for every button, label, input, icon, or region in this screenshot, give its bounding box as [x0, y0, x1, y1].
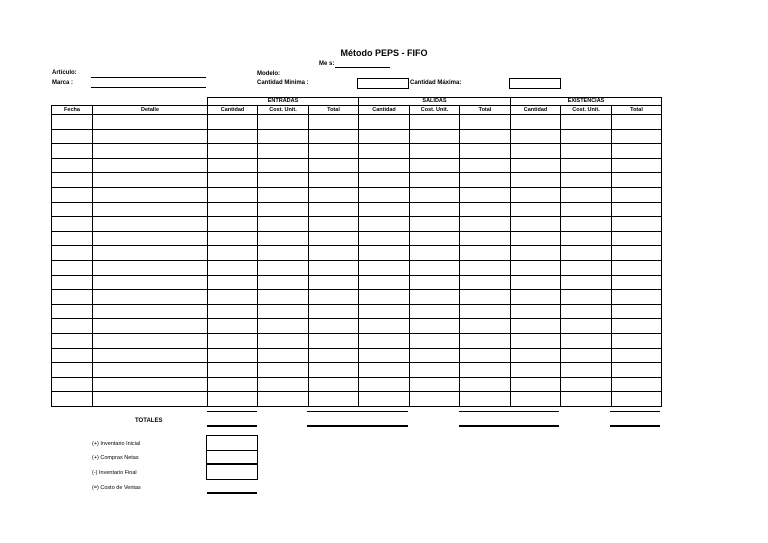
- table-cell[interactable]: [258, 333, 309, 348]
- table-cell[interactable]: [258, 392, 309, 407]
- table-cell[interactable]: [52, 217, 93, 232]
- table-cell[interactable]: [93, 115, 208, 130]
- table-cell[interactable]: [612, 290, 662, 305]
- table-cell[interactable]: [612, 348, 662, 363]
- table-cell[interactable]: [258, 260, 309, 275]
- table-row: [52, 158, 662, 173]
- table-cell[interactable]: [52, 231, 93, 246]
- table-cell[interactable]: [561, 319, 612, 334]
- table-cell[interactable]: [93, 363, 208, 378]
- table-cell[interactable]: [258, 246, 309, 261]
- table-cell[interactable]: [309, 173, 359, 188]
- table-cell[interactable]: [410, 363, 460, 378]
- table-row: [52, 231, 662, 246]
- table-cell[interactable]: [460, 275, 511, 290]
- table-cell[interactable]: [52, 392, 93, 407]
- table-cell[interactable]: [359, 231, 410, 246]
- table-cell[interactable]: [93, 275, 208, 290]
- table-cell[interactable]: [460, 187, 511, 202]
- table-cell[interactable]: [561, 333, 612, 348]
- table-cell[interactable]: [208, 129, 258, 144]
- table-cell[interactable]: [359, 348, 410, 363]
- table-cell[interactable]: [258, 290, 309, 305]
- table-cell[interactable]: [410, 217, 460, 232]
- table-cell[interactable]: [52, 275, 93, 290]
- compras-netas-label: (+) Compras Netas: [92, 455, 139, 461]
- table-cell[interactable]: [359, 363, 410, 378]
- table-cell[interactable]: [208, 392, 258, 407]
- table-cell[interactable]: [309, 290, 359, 305]
- table-cell[interactable]: [410, 290, 460, 305]
- inventory-table: [51, 97, 662, 407]
- table-cell[interactable]: [460, 173, 511, 188]
- table-cell[interactable]: [309, 377, 359, 392]
- table-cell[interactable]: [309, 202, 359, 217]
- table-row: [52, 246, 662, 261]
- table-cell[interactable]: [561, 217, 612, 232]
- table-cell[interactable]: [52, 173, 93, 188]
- cantidad-minima-label: Cantidad Minima :: [257, 80, 309, 86]
- table-cell[interactable]: [511, 363, 561, 378]
- table-cell[interactable]: [208, 275, 258, 290]
- inventario-inicial-label: (+) Inventario Inicial: [92, 441, 141, 447]
- table-cell[interactable]: [208, 231, 258, 246]
- costo-ventas-line: [207, 492, 257, 494]
- table-cell[interactable]: [52, 319, 93, 334]
- table-row: [52, 187, 662, 202]
- table-cell[interactable]: [359, 260, 410, 275]
- table-cell[interactable]: [258, 129, 309, 144]
- table-cell[interactable]: [258, 115, 309, 130]
- table-cell[interactable]: [208, 304, 258, 319]
- table-cell[interactable]: [208, 333, 258, 348]
- table-cell[interactable]: [93, 377, 208, 392]
- table-row: [52, 144, 662, 159]
- table-cell[interactable]: [460, 348, 511, 363]
- table-cell[interactable]: [258, 187, 309, 202]
- table-cell[interactable]: [258, 158, 309, 173]
- table-cell[interactable]: [93, 173, 208, 188]
- table-cell[interactable]: [460, 260, 511, 275]
- table-cell[interactable]: [511, 290, 561, 305]
- table-cell[interactable]: [258, 202, 309, 217]
- table-cell[interactable]: [258, 377, 309, 392]
- group-existencias: EXISTENCIAS: [511, 98, 662, 106]
- table-cell[interactable]: [612, 392, 662, 407]
- table-cell[interactable]: [511, 144, 561, 159]
- table-cell[interactable]: [410, 115, 460, 130]
- table-cell[interactable]: [52, 246, 93, 261]
- table-cell[interactable]: [612, 173, 662, 188]
- table-cell[interactable]: [309, 260, 359, 275]
- total-final-double-line: [610, 425, 660, 427]
- table-row: [52, 275, 662, 290]
- table-cell[interactable]: [309, 348, 359, 363]
- table-cell[interactable]: [52, 115, 93, 130]
- table-cell[interactable]: [561, 377, 612, 392]
- articulo-field[interactable]: [91, 77, 206, 78]
- cantidad-minima-field[interactable]: [357, 78, 409, 89]
- table-cell[interactable]: [52, 290, 93, 305]
- table-cell[interactable]: [511, 260, 561, 275]
- table-cell[interactable]: [410, 392, 460, 407]
- table-cell[interactable]: [208, 377, 258, 392]
- col-salidas-cantidad: Cantidad: [359, 106, 410, 115]
- group-entradas: ENTRADAS: [208, 98, 359, 106]
- total-salidas-line: [307, 411, 408, 412]
- table-cell[interactable]: [561, 158, 612, 173]
- table-cell[interactable]: [309, 392, 359, 407]
- page-title: Método PEPS - FIFO: [340, 48, 428, 58]
- table-cell[interactable]: [612, 187, 662, 202]
- table-cell[interactable]: [208, 348, 258, 363]
- month-label: Me s:: [319, 61, 335, 67]
- table-cell[interactable]: [561, 144, 612, 159]
- table-cell[interactable]: [511, 246, 561, 261]
- table-row: [52, 217, 662, 232]
- table-cell[interactable]: [359, 333, 410, 348]
- marca-field[interactable]: [91, 87, 206, 88]
- table-cell[interactable]: [208, 319, 258, 334]
- table-row: [52, 363, 662, 378]
- col-entradas-total: Total: [309, 106, 359, 115]
- table-cell[interactable]: [93, 246, 208, 261]
- inventario-final-field[interactable]: [206, 464, 258, 480]
- table-cell[interactable]: [93, 290, 208, 305]
- table-row: [52, 348, 662, 363]
- table-cell[interactable]: [359, 392, 410, 407]
- table-cell[interactable]: [612, 217, 662, 232]
- table-cell[interactable]: [460, 231, 511, 246]
- table-cell[interactable]: [52, 187, 93, 202]
- table-cell[interactable]: [511, 158, 561, 173]
- table-cell[interactable]: [612, 319, 662, 334]
- table-cell[interactable]: [52, 158, 93, 173]
- table-cell[interactable]: [258, 217, 309, 232]
- table-cell[interactable]: [309, 115, 359, 130]
- table-cell[interactable]: [612, 129, 662, 144]
- table-cell[interactable]: [410, 231, 460, 246]
- table-cell[interactable]: [410, 173, 460, 188]
- table-cell[interactable]: [410, 275, 460, 290]
- table-cell[interactable]: [460, 115, 511, 130]
- table-cell[interactable]: [410, 304, 460, 319]
- table-cell[interactable]: [52, 333, 93, 348]
- table-cell[interactable]: [309, 246, 359, 261]
- table-cell[interactable]: [359, 217, 410, 232]
- modelo-label: Modelo:: [257, 71, 280, 77]
- table-cell[interactable]: [460, 319, 511, 334]
- table-cell[interactable]: [52, 304, 93, 319]
- table-cell[interactable]: [561, 304, 612, 319]
- inventario-final-label: (-) Inventario Final: [92, 470, 137, 476]
- table-cell[interactable]: [258, 173, 309, 188]
- table-cell[interactable]: [93, 333, 208, 348]
- total-entradas-line: [207, 411, 257, 412]
- table-cell[interactable]: [93, 392, 208, 407]
- table-cell[interactable]: [511, 202, 561, 217]
- table-cell[interactable]: [359, 187, 410, 202]
- table-cell[interactable]: [309, 144, 359, 159]
- table-cell[interactable]: [612, 260, 662, 275]
- col-existencias-cost-unit: Cost. Unit.: [561, 106, 612, 115]
- table-cell[interactable]: [511, 115, 561, 130]
- table-cell[interactable]: [460, 377, 511, 392]
- table-cell[interactable]: [359, 115, 410, 130]
- col-salidas-cost-unit: Cost. Unit.: [410, 106, 460, 115]
- table-cell[interactable]: [511, 392, 561, 407]
- table-row: [52, 319, 662, 334]
- table-row: [52, 377, 662, 392]
- table-cell[interactable]: [309, 231, 359, 246]
- table-cell[interactable]: [359, 304, 410, 319]
- table-cell[interactable]: [93, 348, 208, 363]
- table-cell[interactable]: [460, 290, 511, 305]
- table-cell[interactable]: [208, 158, 258, 173]
- marca-label: Marca :: [52, 80, 74, 86]
- table-cell[interactable]: [258, 304, 309, 319]
- table-cell[interactable]: [612, 304, 662, 319]
- totals-label: TOTALES: [135, 418, 163, 424]
- table-cell[interactable]: [359, 290, 410, 305]
- table-row: [52, 260, 662, 275]
- table-cell[interactable]: [208, 217, 258, 232]
- table-cell[interactable]: [561, 392, 612, 407]
- table-cell[interactable]: [460, 333, 511, 348]
- table-cell[interactable]: [511, 129, 561, 144]
- table-cell[interactable]: [561, 129, 612, 144]
- total-existencias-double-line: [459, 425, 559, 427]
- table-cell[interactable]: [511, 275, 561, 290]
- table-cell[interactable]: [208, 290, 258, 305]
- table-cell[interactable]: [561, 363, 612, 378]
- table-cell[interactable]: [612, 377, 662, 392]
- table-row: [52, 202, 662, 217]
- table-cell[interactable]: [561, 290, 612, 305]
- table-cell[interactable]: [359, 158, 410, 173]
- table-cell[interactable]: [359, 202, 410, 217]
- table-cell[interactable]: [511, 377, 561, 392]
- table-cell[interactable]: [561, 173, 612, 188]
- table-cell[interactable]: [359, 173, 410, 188]
- col-salidas-total: Total: [460, 106, 511, 115]
- table-cell[interactable]: [309, 363, 359, 378]
- table-cell[interactable]: [309, 217, 359, 232]
- table-cell[interactable]: [52, 377, 93, 392]
- total-salidas-double-line: [307, 425, 408, 427]
- table-cell[interactable]: [359, 319, 410, 334]
- table-cell[interactable]: [410, 319, 460, 334]
- table-cell[interactable]: [258, 363, 309, 378]
- table-cell[interactable]: [93, 217, 208, 232]
- table-cell[interactable]: [410, 158, 460, 173]
- col-existencias-cantidad: Cantidad: [511, 106, 561, 115]
- table-cell[interactable]: [93, 158, 208, 173]
- table-cell[interactable]: [258, 231, 309, 246]
- table-cell[interactable]: [612, 144, 662, 159]
- table-cell[interactable]: [612, 246, 662, 261]
- table-cell[interactable]: [93, 144, 208, 159]
- table-cell[interactable]: [511, 173, 561, 188]
- table-cell[interactable]: [93, 260, 208, 275]
- table-cell[interactable]: [309, 333, 359, 348]
- table-cell[interactable]: [309, 187, 359, 202]
- cantidad-maxima-label: Cantidad Máxima:: [410, 80, 462, 86]
- table-cell[interactable]: [359, 144, 410, 159]
- compras-netas-field[interactable]: [206, 449, 258, 464]
- table-cell[interactable]: [309, 129, 359, 144]
- table-cell[interactable]: [511, 231, 561, 246]
- table-cell[interactable]: [208, 202, 258, 217]
- table-cell[interactable]: [359, 129, 410, 144]
- table-cell[interactable]: [93, 304, 208, 319]
- table-cell[interactable]: [410, 333, 460, 348]
- table-cell[interactable]: [52, 363, 93, 378]
- table-cell[interactable]: [511, 217, 561, 232]
- table-cell[interactable]: [309, 304, 359, 319]
- table-cell[interactable]: [612, 115, 662, 130]
- group-salidas: SALIDAS: [359, 98, 511, 106]
- table-row: [52, 333, 662, 348]
- table-cell[interactable]: [208, 115, 258, 130]
- table-cell[interactable]: [561, 187, 612, 202]
- table-cell[interactable]: [612, 158, 662, 173]
- table-cell[interactable]: [410, 202, 460, 217]
- table-cell[interactable]: [410, 144, 460, 159]
- table-cell[interactable]: [561, 275, 612, 290]
- table-cell[interactable]: [460, 144, 511, 159]
- col-fecha: Fecha: [52, 106, 93, 115]
- table-cell[interactable]: [258, 319, 309, 334]
- table-cell[interactable]: [511, 304, 561, 319]
- table-cell[interactable]: [309, 319, 359, 334]
- table-cell[interactable]: [52, 129, 93, 144]
- table-cell[interactable]: [460, 392, 511, 407]
- table-cell[interactable]: [511, 333, 561, 348]
- table-cell[interactable]: [410, 260, 460, 275]
- table-row: [52, 290, 662, 305]
- col-existencias-total: Total: [612, 106, 662, 115]
- table-cell[interactable]: [93, 129, 208, 144]
- table-cell[interactable]: [410, 377, 460, 392]
- table-cell[interactable]: [410, 187, 460, 202]
- table-cell[interactable]: [410, 129, 460, 144]
- table-cell[interactable]: [612, 363, 662, 378]
- table-row: [52, 129, 662, 144]
- col-detalle: Detalle: [93, 106, 208, 115]
- table-cell[interactable]: [612, 275, 662, 290]
- table-cell[interactable]: [52, 260, 93, 275]
- table-cell[interactable]: [309, 158, 359, 173]
- table-cell[interactable]: [93, 187, 208, 202]
- col-entradas-cantidad: Cantidad: [208, 106, 258, 115]
- table-cell[interactable]: [511, 348, 561, 363]
- table-cell[interactable]: [612, 333, 662, 348]
- table-row: [52, 392, 662, 407]
- table-cell[interactable]: [208, 187, 258, 202]
- table-cell[interactable]: [511, 187, 561, 202]
- month-field-line[interactable]: [335, 67, 390, 68]
- table-cell[interactable]: [410, 348, 460, 363]
- table-cell[interactable]: [93, 231, 208, 246]
- table-cell[interactable]: [561, 260, 612, 275]
- table-cell[interactable]: [612, 231, 662, 246]
- table-cell[interactable]: [511, 319, 561, 334]
- table-cell[interactable]: [612, 202, 662, 217]
- table-cell[interactable]: [460, 202, 511, 217]
- table-cell[interactable]: [359, 275, 410, 290]
- table-cell[interactable]: [410, 246, 460, 261]
- table-cell[interactable]: [208, 144, 258, 159]
- total-existencias-line: [459, 411, 559, 412]
- table-cell[interactable]: [52, 144, 93, 159]
- table-cell[interactable]: [258, 348, 309, 363]
- table-cell[interactable]: [561, 202, 612, 217]
- table-cell[interactable]: [93, 319, 208, 334]
- table-cell[interactable]: [561, 246, 612, 261]
- total-entradas-double-line: [207, 425, 257, 427]
- total-final-line: [610, 411, 660, 412]
- table-cell[interactable]: [93, 202, 208, 217]
- table-cell[interactable]: [561, 115, 612, 130]
- costo-ventas-label: (=) Costo de Ventas: [92, 485, 141, 491]
- cantidad-maxima-field[interactable]: [509, 78, 561, 89]
- table-row: [52, 173, 662, 188]
- table-cell[interactable]: [460, 129, 511, 144]
- articulo-label: Articulo:: [52, 70, 77, 76]
- table-cell[interactable]: [561, 348, 612, 363]
- table-cell[interactable]: [52, 348, 93, 363]
- table-cell[interactable]: [460, 158, 511, 173]
- table-cell[interactable]: [258, 275, 309, 290]
- table-cell[interactable]: [208, 246, 258, 261]
- table-row: [52, 115, 662, 130]
- col-entradas-cost-unit: Cost. Unit.: [258, 106, 309, 115]
- table-cell[interactable]: [460, 363, 511, 378]
- table-cell[interactable]: [208, 363, 258, 378]
- table-cell[interactable]: [359, 246, 410, 261]
- table-cell[interactable]: [460, 217, 511, 232]
- table-cell[interactable]: [460, 304, 511, 319]
- table-cell[interactable]: [208, 173, 258, 188]
- table-row: [52, 304, 662, 319]
- table-cell[interactable]: [561, 231, 612, 246]
- table-cell[interactable]: [309, 275, 359, 290]
- table-cell[interactable]: [359, 377, 410, 392]
- table-cell[interactable]: [52, 202, 93, 217]
- table-cell[interactable]: [460, 246, 511, 261]
- table-cell[interactable]: [258, 144, 309, 159]
- table-cell[interactable]: [208, 260, 258, 275]
